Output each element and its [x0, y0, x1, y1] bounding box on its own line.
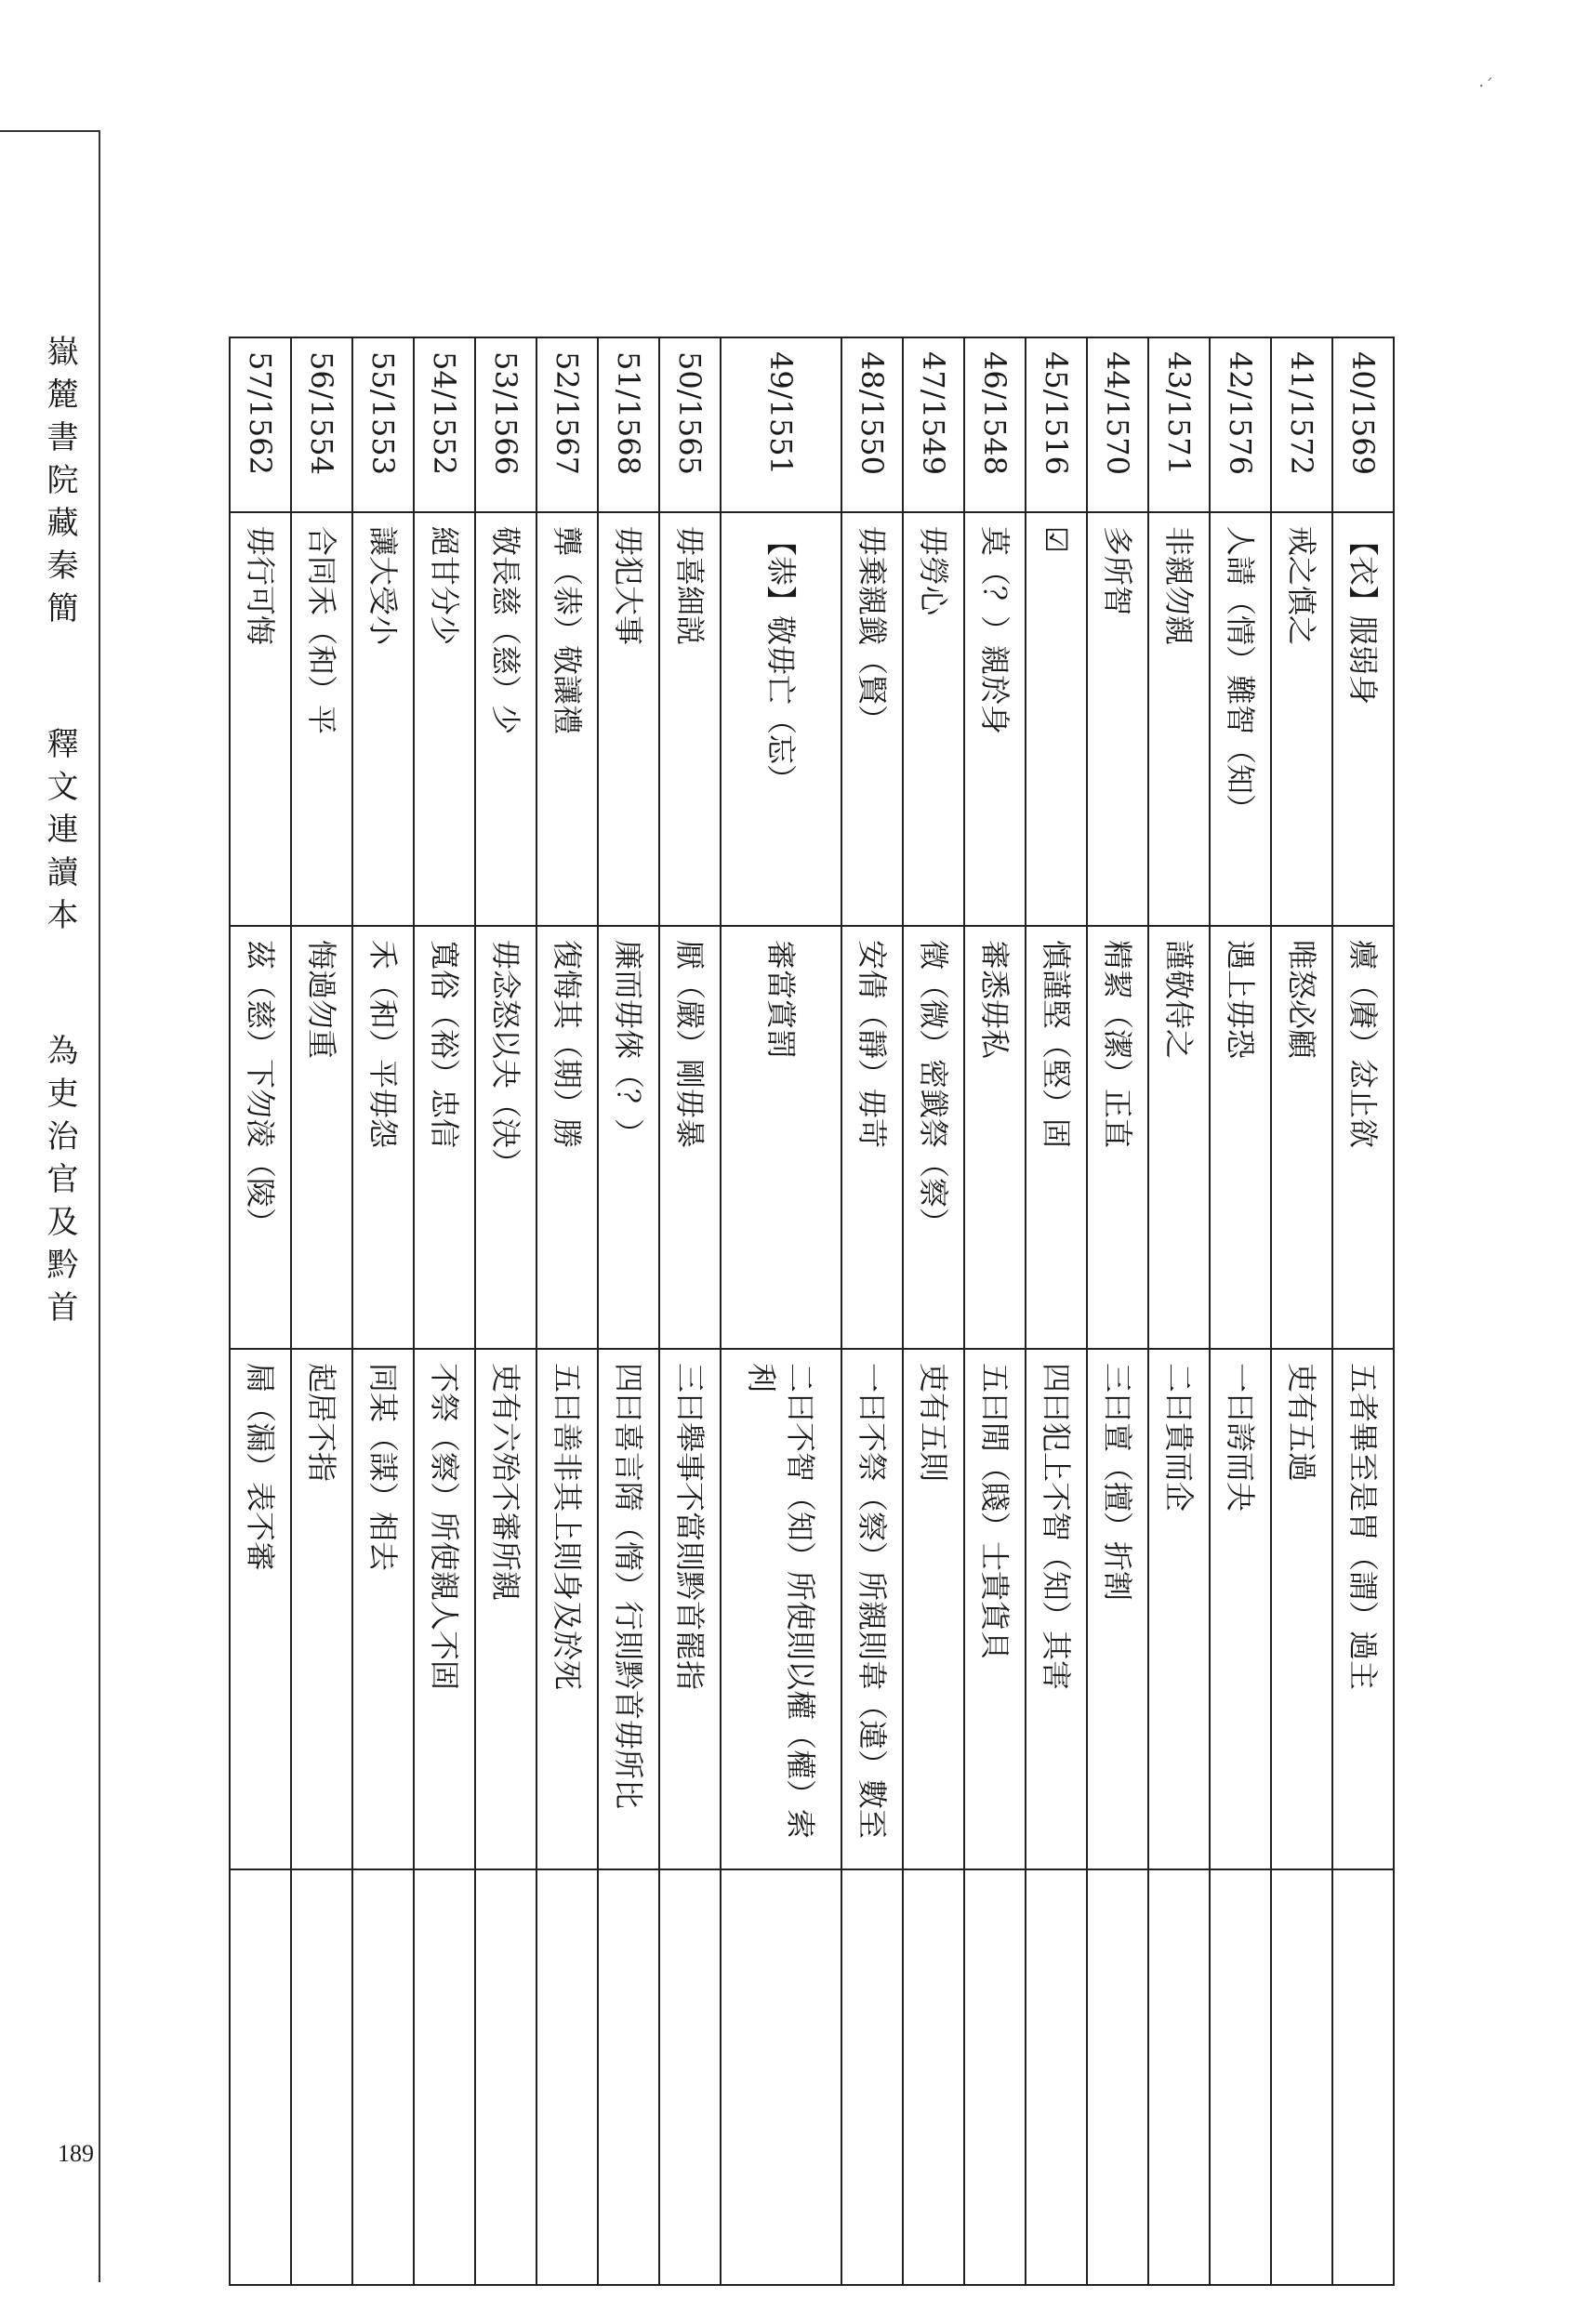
corner-mark: ·ˊ	[1478, 74, 1494, 97]
slip-table	[229, 337, 1395, 2286]
register-4-cell	[659, 1869, 721, 2285]
register-1-cell: 合同禾（和）平	[291, 512, 352, 926]
slip-number-cell: 51/1568	[598, 337, 659, 512]
register-1-cell: 多所智	[1087, 512, 1148, 926]
register-3-cell: 同某（謀）相去	[352, 1349, 414, 1869]
register-3-cell: 三曰亶（擅）折割	[1087, 1349, 1148, 1869]
register-2-cell: 茲（慈）下勿淩（陵）	[230, 926, 291, 1349]
slip-number-cell: 52/1567	[536, 337, 598, 512]
table-row	[721, 337, 841, 2285]
register-3-cell: 不祭（察）所使親人不固	[414, 1349, 475, 1869]
register-1-cell: 【衣】服弱身	[1332, 512, 1394, 926]
register-3-cell: 吏有六殆不審所親	[475, 1349, 536, 1869]
slip-table-container	[229, 337, 1395, 2284]
register-3-cell: 二曰貴而企	[1148, 1349, 1210, 1869]
register-3-cell: 四曰喜言隋（惰）行則黔首毋所比	[598, 1349, 659, 1869]
table-row	[1210, 337, 1271, 2285]
slip-number-cell: 45/1516	[1026, 337, 1087, 512]
register-2-cell: 謹敬侍之	[1148, 926, 1210, 1349]
register-3-cell: 二曰不智（知）所使則以權（權）索利	[721, 1349, 841, 1869]
register-1-cell: 人請（情）難智（知）	[1210, 512, 1271, 926]
register-3-cell: 五者畢至是胃（謂）過主	[1332, 1349, 1394, 1869]
table-row	[964, 337, 1026, 2285]
register-1-cell: 戒之慎之	[1271, 512, 1332, 926]
book-title: 嶽麓書院藏秦簡	[41, 335, 78, 634]
register-4-cell	[903, 1869, 964, 2285]
register-1-cell: 非親勿親	[1148, 512, 1210, 926]
register-2-cell: 安倩（靜）毋苛	[841, 926, 903, 1349]
page-number: 189	[58, 2140, 94, 2167]
table-row	[1332, 337, 1394, 2285]
register-4-cell	[1087, 1869, 1148, 2285]
slip-number-cell: 47/1549	[903, 337, 964, 512]
table-row	[291, 337, 352, 2285]
register-1-cell: 毋犯大事	[598, 512, 659, 926]
register-2-cell: 悔過勿重	[291, 926, 352, 1349]
table-row	[1271, 337, 1332, 2285]
register-3-cell: 一曰不祭（察）所親則韋（違）數至	[841, 1349, 903, 1869]
table-row	[414, 337, 475, 2285]
register-1-cell: 毋棄親韱（賢）	[841, 512, 903, 926]
table-row	[903, 337, 964, 2285]
register-3-cell: 屚（漏）表不審	[230, 1349, 291, 1869]
register-2-cell: 癝（賡）忿止欲	[1332, 926, 1394, 1349]
register-4-cell	[841, 1869, 903, 2285]
register-4-cell	[1026, 1869, 1087, 2285]
register-4-cell	[536, 1869, 598, 2285]
register-2-cell: 遇上毋恐	[1210, 926, 1271, 1349]
register-1-cell: 讓大受小	[352, 512, 414, 926]
slip-number-cell: 43/1571	[1148, 337, 1210, 512]
register-2-cell: 厭（嚴）剛毋暴	[659, 926, 721, 1349]
slip-number-cell: 46/1548	[964, 337, 1026, 512]
table-row	[1026, 337, 1087, 2285]
slip-number-cell: 53/1566	[475, 337, 536, 512]
register-3-cell: 三曰舉事不當則黔首罷指	[659, 1349, 721, 1869]
slip-number-cell: 44/1570	[1087, 337, 1148, 512]
register-4-cell	[1332, 1869, 1394, 2285]
register-2-cell: 寬俗（裕）忠信	[414, 926, 475, 1349]
register-2-cell: 唯怒必顧	[1271, 926, 1332, 1349]
register-2-cell: 慎謹堅（堅）固	[1026, 926, 1087, 1349]
register-3-cell: 起居不指	[291, 1349, 352, 1869]
register-2-cell: 審當賞罰	[721, 926, 841, 1349]
table-row	[659, 337, 721, 2285]
table-row	[352, 337, 414, 2285]
register-1-cell: 毋喜細説	[659, 512, 721, 926]
chapter-title: 為吏治官及黔首	[41, 1034, 78, 1333]
slip-number-cell: 40/1569	[1332, 337, 1394, 512]
register-4-cell	[598, 1869, 659, 2285]
table-row	[1148, 337, 1210, 2285]
slip-number-cell: 57/1562	[230, 337, 291, 512]
register-3-cell: 吏有五過	[1271, 1349, 1332, 1869]
register-4-cell	[475, 1869, 536, 2285]
register-4-cell	[352, 1869, 414, 2285]
register-3-cell: 吏有五則	[903, 1349, 964, 1869]
register-1-cell: 莫（？）親於身	[964, 512, 1026, 926]
slip-number-cell: 56/1554	[291, 337, 352, 512]
register-3-cell: 五曰善非其上則身及於死	[536, 1349, 598, 1869]
register-1-cell: 龏（恭）敬讓禮	[536, 512, 598, 926]
table-row	[230, 337, 291, 2285]
table-row	[475, 337, 536, 2285]
register-4-cell	[721, 1869, 841, 2285]
register-4-cell	[1210, 1869, 1271, 2285]
register-3-cell: 五曰閒（賤）士貴貨貝	[964, 1349, 1026, 1869]
register-1-cell: 敬長慈（慈）少	[475, 512, 536, 926]
register-4-cell	[1148, 1869, 1210, 2285]
slip-number-cell: 41/1572	[1271, 337, 1332, 512]
register-4-cell	[414, 1869, 475, 2285]
register-2-cell: 禾（和）平毋怨	[352, 926, 414, 1349]
slip-number-cell: 48/1550	[841, 337, 903, 512]
register-2-cell: 審悉毋私	[964, 926, 1026, 1349]
slip-number-cell: 54/1552	[414, 337, 475, 512]
register-1-cell: 毋勞心	[903, 512, 964, 926]
slip-number-cell: 50/1565	[659, 337, 721, 512]
register-4-cell	[291, 1869, 352, 2285]
slip-number-cell: 42/1576	[1210, 337, 1271, 512]
register-4-cell	[964, 1869, 1026, 2285]
register-2-cell: 毋念怒以夬（決）	[475, 926, 536, 1349]
register-2-cell: 廉而毋倈（？）	[598, 926, 659, 1349]
slip-number-cell: 49/1551	[721, 337, 841, 512]
register-2-cell: 徵（微）密韱祭（察）	[903, 926, 964, 1349]
register-1-cell: 毋行可悔	[230, 512, 291, 926]
register-3-cell: 一曰誇而夬	[1210, 1349, 1271, 1869]
running-header	[41, 335, 78, 1333]
slip-number-cell: 55/1553	[352, 337, 414, 512]
table-row	[598, 337, 659, 2285]
register-2-cell: 復悔其（期）勝	[536, 926, 598, 1349]
register-1-cell: 【恭】敬毋亡（忘）	[721, 512, 841, 926]
register-2-cell: 精絜（潔）正直	[1087, 926, 1148, 1349]
table-row	[1087, 337, 1148, 2285]
register-1-cell: ☑	[1026, 512, 1087, 926]
register-1-cell: 絕甘分少	[414, 512, 475, 926]
section-title: 釋文連讀本	[41, 727, 78, 941]
register-3-cell: 四曰犯上不智（知）其害	[1026, 1349, 1087, 1869]
table-row	[841, 337, 903, 2285]
table-row	[536, 337, 598, 2285]
register-4-cell	[230, 1869, 291, 2285]
register-4-cell	[1271, 1869, 1332, 2285]
